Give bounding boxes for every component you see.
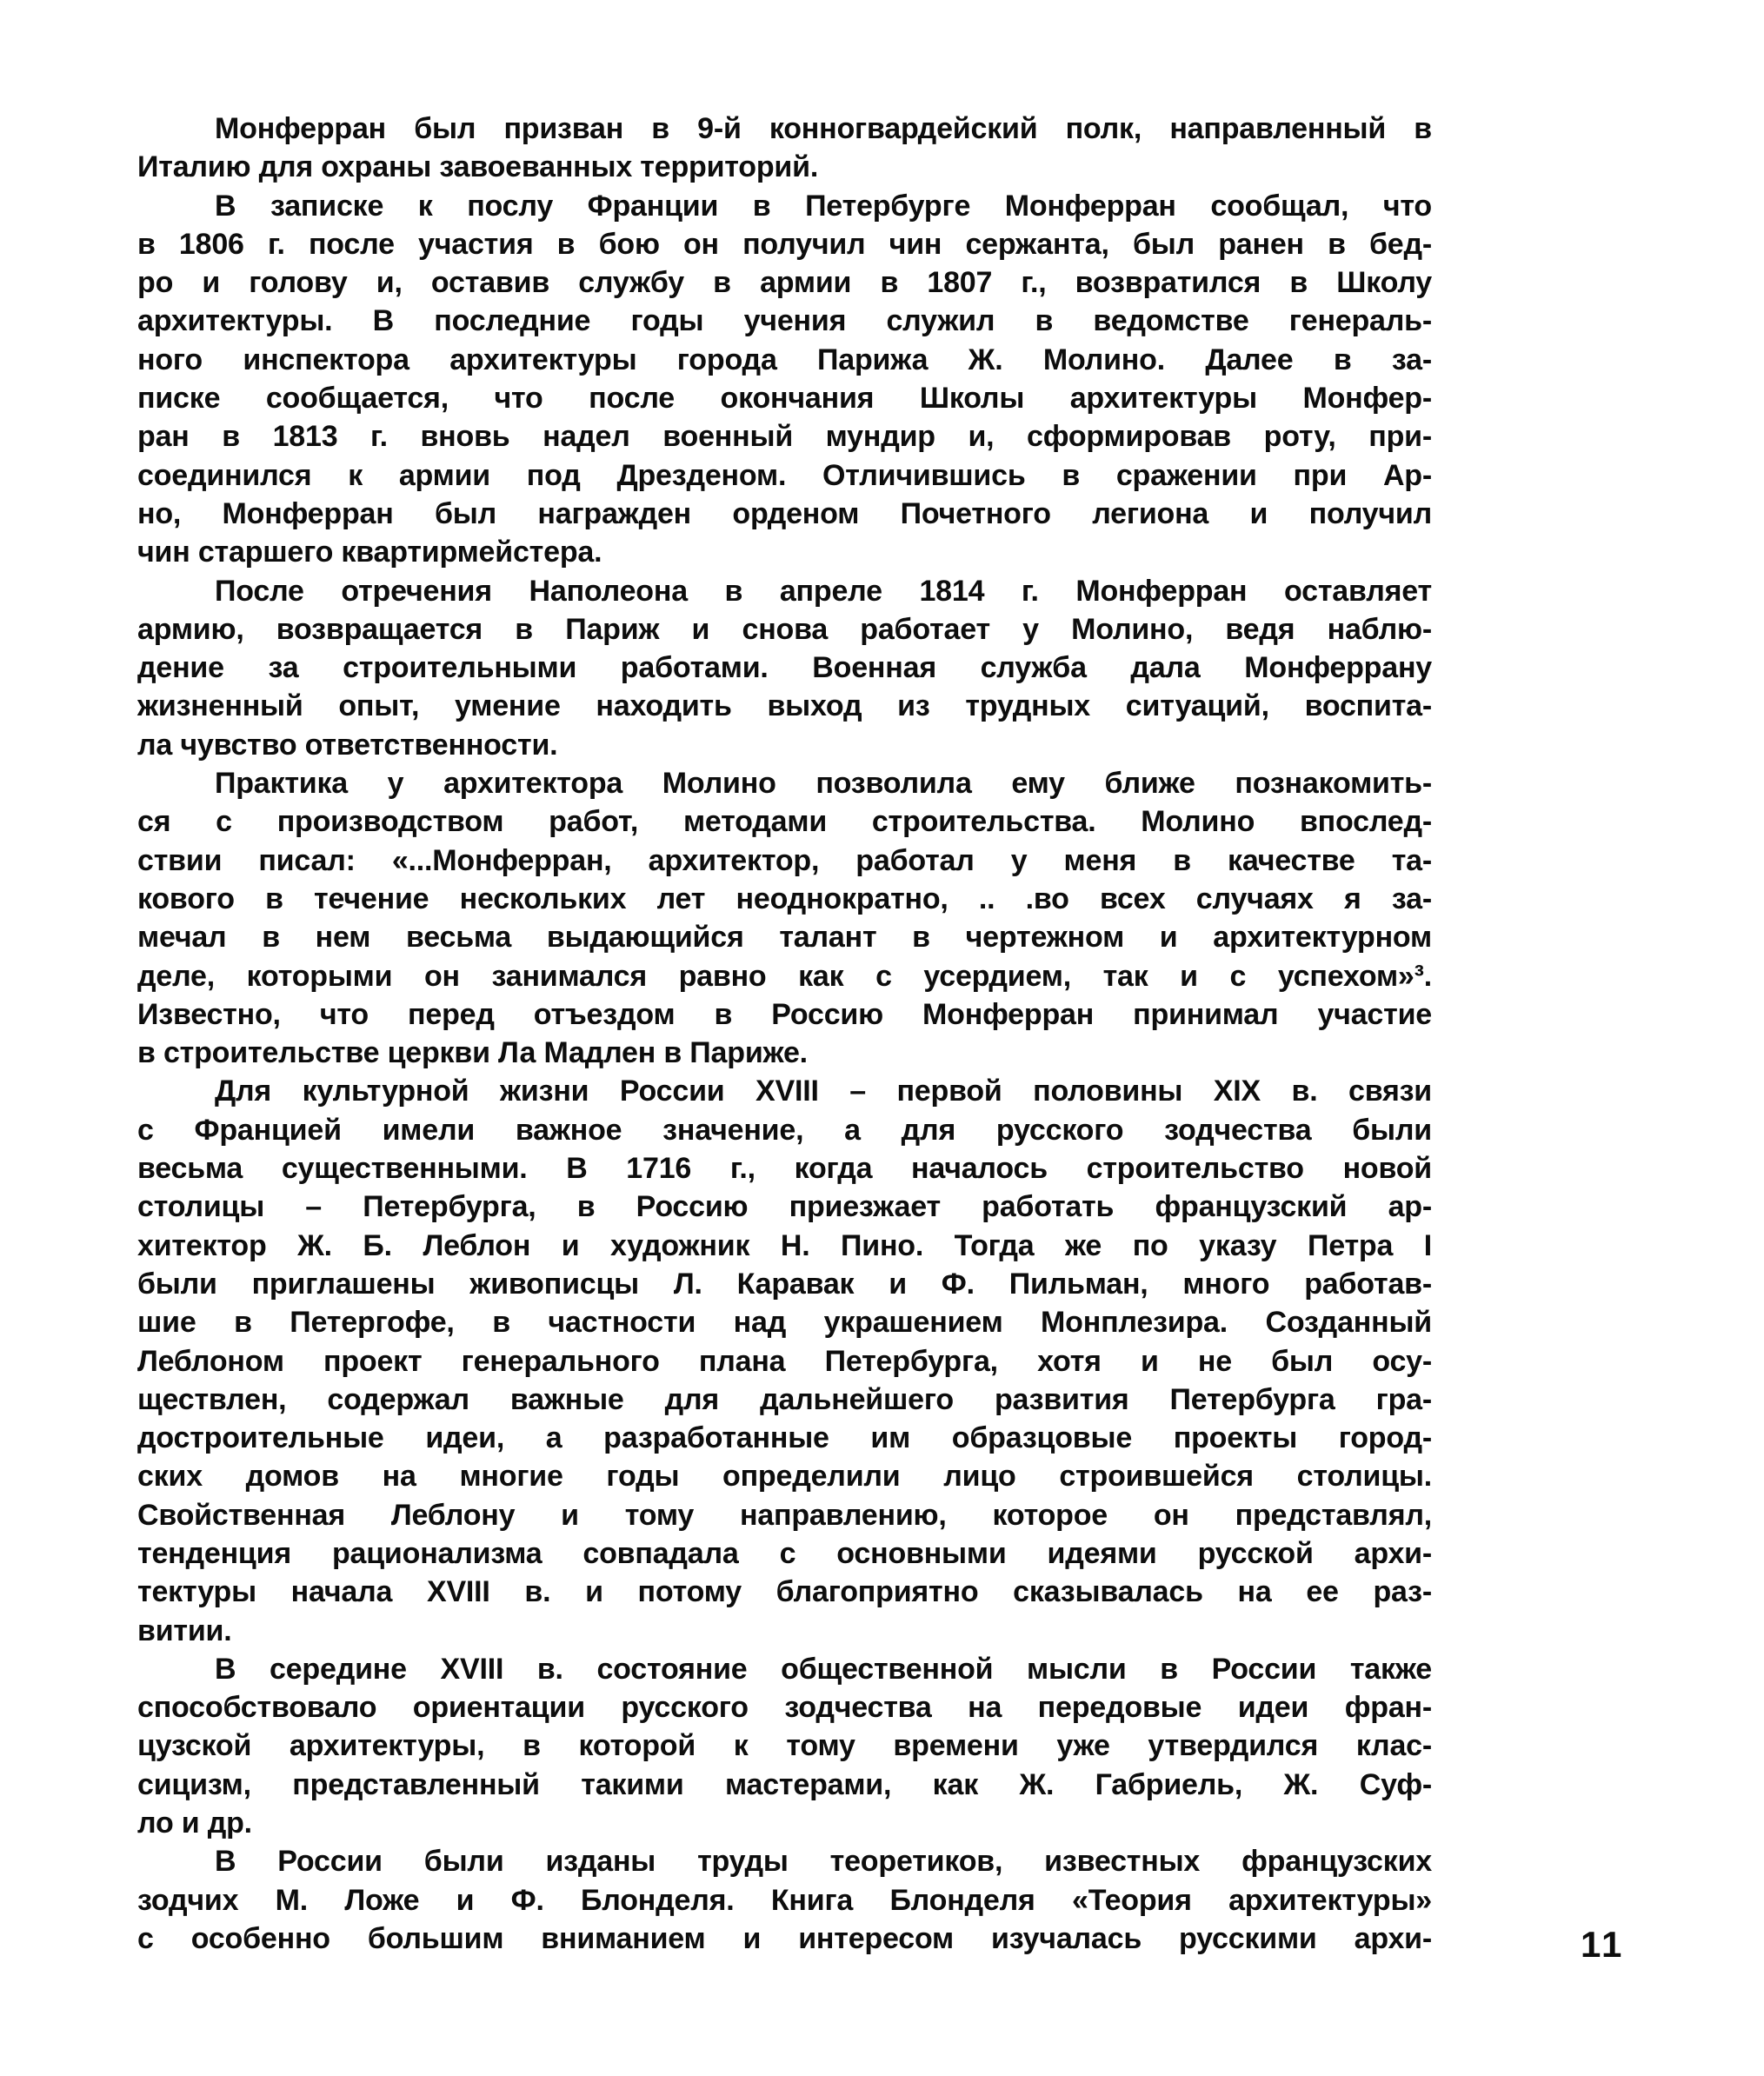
text-line: В России были изданы труды теоретиков, известных французских — [215, 1845, 1432, 1879]
text-line: Свойственная Леблону и тому направлению, которое он представлял, — [137, 1498, 1432, 1532]
text-line: способствовало ориентации русского зодчества на передовые идеи фран- — [137, 1691, 1432, 1725]
paragraph — [137, 110, 1432, 187]
text-line: ла чувство ответственности. — [137, 728, 558, 762]
text-line: писке сообщается, что после окончания Школы архитектуры Монфер- — [137, 382, 1432, 416]
text-line: Для культурной жизни России XVIII – первой половины XIX в. связи — [215, 1075, 1432, 1108]
text-block — [137, 110, 1432, 1958]
paragraph — [137, 572, 1432, 764]
text-line: достроительные идеи, а разработанные им образцовые проекты город- — [137, 1421, 1432, 1455]
text-line: тектуры начала XVIII в. и потому благоприятно сказывалась на ее раз- — [137, 1575, 1432, 1609]
text-line: весьма существенными. В 1716 г., когда началось строительство новой — [137, 1152, 1432, 1186]
text-line: ного инспектора архитектуры города Парижа Ж. Молино. Далее в за- — [137, 343, 1432, 376]
text-line: были приглашены живописцы Л. Каравак и Ф. Пильман, много работав- — [137, 1267, 1432, 1301]
text-line: Леблоном проект генерального плана Петербурга, хотя и не был осу- — [137, 1344, 1432, 1378]
paragraph — [137, 1650, 1432, 1842]
text-line: В середине XVIII в. состояние общественной мысли в России также — [215, 1652, 1432, 1686]
text-line: Практика у архитектора Молино позволила ему ближе познакомить- — [215, 767, 1432, 801]
page-number: 11 — [1581, 1924, 1625, 1965]
paragraph — [137, 187, 1432, 572]
text-line: Монферран был призван в 9-й конногвардейский полк, направленный в — [215, 112, 1432, 145]
text-line: сицизм, представленный такими мастерами, как Ж. Габриель, Ж. Суф- — [137, 1767, 1432, 1801]
text-line: мечал в нем весьма выдающийся талант в чертежном и архитектурном — [137, 921, 1432, 955]
text-line: шие в Петергофе, в частности над украшением Монплезира. Созданный — [137, 1306, 1432, 1340]
text-line: но, Монферран был награжден орденом Почетного легиона и получил — [137, 496, 1432, 530]
text-line: цузской архитектуры, в которой к тому времени уже утвердился клас- — [137, 1729, 1432, 1763]
text-line: зодчих М. Ложе и Ф. Блонделя. Книга Блонделя «Теория архитектуры» — [137, 1883, 1432, 1917]
text-line: с особенно большим вниманием и интересом изучалась русскими архи- — [137, 1921, 1432, 1955]
text-line: кового в течение нескольких лет неоднократно, .. .во всех случаях я за- — [137, 882, 1432, 915]
text-line: в строительстве церкви Ла Мадлен в Париже. — [137, 1036, 808, 1070]
text-line: витии. — [137, 1614, 232, 1647]
text-line: деле, которыми он занимался равно как с усердием, так и с успехом»³. — [137, 959, 1432, 993]
paragraph — [137, 1842, 1432, 1958]
text-line: хитектор Ж. Б. Леблон и художник Н. Пино. Тогда же по указу Петра I — [137, 1228, 1432, 1262]
text-line: ся с производством работ, методами строительства. Молино впослед- — [137, 805, 1432, 839]
text-line: В записке к послу Франции в Петербурге Монферран сообщал, что — [215, 189, 1432, 223]
text-line: ствии писал: «...Монферран, архитектор, работал у меня в качестве та- — [137, 843, 1432, 877]
text-line: ро и голову и, оставив службу в армии в 1807 г., возвратился в Школу — [137, 266, 1432, 300]
text-line: с Францией имели важное значение, а для русского зодчества были — [137, 1113, 1432, 1147]
text-line: ло и др. — [137, 1807, 252, 1840]
text-line: армию, возвращается в Париж и снова работает у Молино, ведя наблю- — [137, 612, 1432, 646]
text-line: архитектуры. В последние годы учения служил в ведомстве генераль- — [137, 304, 1432, 338]
text-line: Известно, что перед отъездом в Россию Монферран принимал участие — [137, 997, 1432, 1031]
text-line: тенденция рационализма совпадала с основными идеями русской архи- — [137, 1536, 1432, 1570]
text-line: чин старшего квартирмейстера. — [137, 536, 602, 569]
text-line: столицы – Петербурга, в Россию приезжает работать французский ар- — [137, 1190, 1432, 1224]
paragraph — [137, 1072, 1432, 1649]
text-line: После отречения Наполеона в апреле 1814 г. Монферран оставляет — [215, 574, 1432, 608]
text-line: Италию для охраны завоеванных территорий. — [137, 150, 819, 184]
text-line: ских домов на многие годы определили лицо строившейся столицы. — [137, 1460, 1432, 1494]
text-line: в 1806 г. после участия в бою он получил чин сержанта, был ранен в бед- — [137, 227, 1432, 261]
text-line: жизненный опыт, умение находить выход из трудных ситуаций, воспита- — [137, 689, 1432, 723]
text-line: дение за строительными работами. Военная служба дала Монферрану — [137, 651, 1432, 685]
text-line: ран в 1813 г. вновь надел военный мундир и, сформировав роту, при- — [137, 420, 1432, 454]
text-line: ществлен, содержал важные для дальнейшего развития Петербурга гра- — [137, 1382, 1432, 1416]
text-line: соединился к армии под Дрезденом. Отличившись в сражении при Ар- — [137, 458, 1432, 492]
paragraph — [137, 764, 1432, 1072]
